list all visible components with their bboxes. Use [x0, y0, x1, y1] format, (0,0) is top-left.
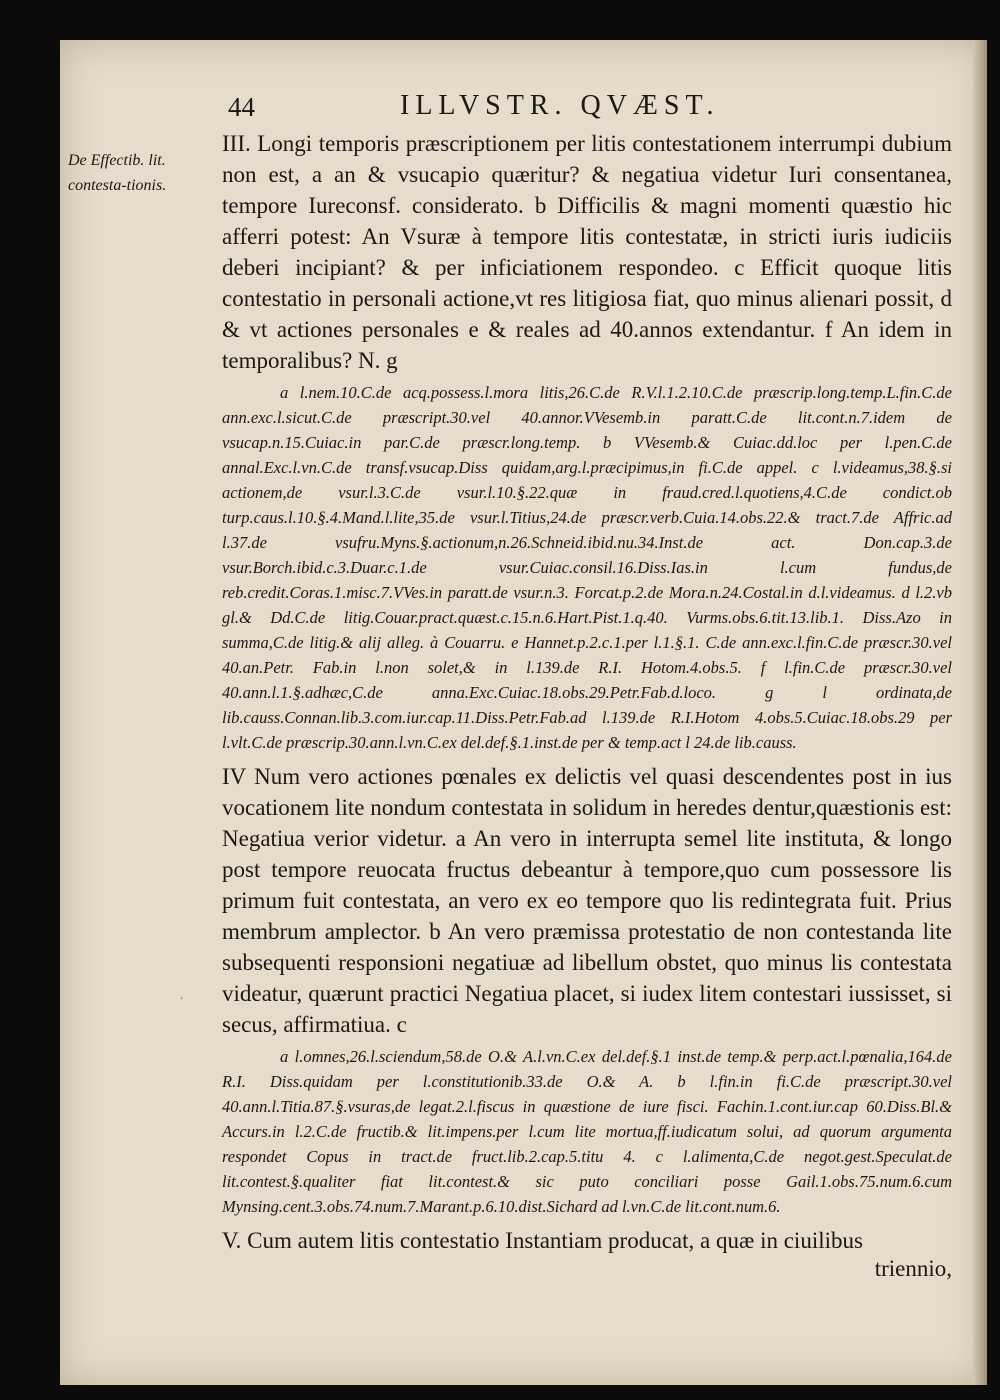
margin-mark: ᠂ [177, 993, 183, 1008]
margin-note: De Effectib. lit. contesta-tionis. [68, 152, 167, 194]
page-body [222, 128, 952, 1282]
catchword: triennio, [874, 1256, 952, 1281]
section-3-text: III. Longi temporis præscriptionem per litis contestationem interrumpi dubium non est, a an & vsucapio quæritur? & negatiua videtur Iuri consentanea, tempore Iureconsf. considerato. b Difficilis & magni momenti quæstio hic afferri potest: An Vsuræ à tempore litis contestatæ, in stricti iuris iudiciis deberi incipiant? & per inficiationem respondeo. c Efficit quoque litis contestatio in personali actione,vt res litigiosa fiat, quo minus alienari possit, d & vt actiones personales e & reales ad 40.annos extendantur. f An idem in temporalibus? N. g [222, 131, 952, 373]
page-number: 44 [228, 92, 255, 122]
section-5-text: V. Cum autem litis contestatio Instantiam producat, a quæ in ciuilibus [222, 1228, 863, 1253]
running-head: ILLVSTR. QVÆST. [400, 90, 720, 121]
section-4-footnotes: a l.omnes,26.l.sciendum,58.de O.& A.l.vn.C.ex del.def.§.1 inst.de temp.& perp.act.l.pœnalia,164.de R.I. Diss.quidam per l.constitutionib.33.de O.& A. b l.fin.in fi.C.de præscript.30.vel 40.ann.l.Titia.87.§.vsuras,de legat.2.l.fiscus in quæstione de iure fisci. Fachin.1.cont.iur.cap 60.Diss.Bl.& Accurs.in l.2.C.de fructib.& lit.impens.per l.cum lite mortua,ff.iudicatum solui, ad quorum argumenta respondet Copus in tract.de fruct.lib.2.cap.5.titu 4. c l.alimenta,C.de negot.gest.Speculat.de lit.contest.§.qualiter fiat lit.contest.& sic puto conciliari posse Gail.1.obs.75.num.6.cum Mynsing.cent.3.obs.74.num.7.Marant.p.6.10.dist.Sichard ad l.vn.C.de lit.cont.num.6. [222, 1047, 952, 1216]
page-edge [973, 40, 987, 1385]
section-4-text: IV Num vero actiones pœnales ex delictis vel quasi descendentes post in ius vocationem lite nondum contestata in solidum in heredes dentur,quæstionis est: Negatiua verior videtur. a An vero in interrupta semel lite instituta, & longo post tempore reuocata fructus debeantur à tempore,quo cum possessore lis primum fuit contestata, an vero ex eo tempore quo lis redintegrata fuit. Prius membrum amplector. b An vero præmissa protestatio de non contestanda lite subsequenti responsioni negatiuæ ad libellum obstet, quo minus lis contestata videatur, quærunt practici Negatiua placet, si iudex litem contestari iussisset, si secus, affirmatiua. c [222, 764, 952, 1037]
section-3-footnotes: a l.nem.10.C.de acq.possess.l.mora litis,26.C.de R.V.l.1.2.10.C.de præscrip.long.temp.L.fin.C.de ann.exc.l.sicut.C.de præscript.30.vel 40.annor.VVesemb.in paratt.C.de lit.cont.n.7.idem de vsucap.n.15.Cuiac.in par.C.de præscr.long.temp. b VVesemb.& Cuiac.dd.loc per l.pen.C.de annal.Exc.l.vn.C.de transf.vsucap.Diss quidam,arg.l.præcipimus,in fi.C.de appel. c l.videamus,38.§.si actionem,de vsur.l.3.C.de vsur.l.10.§.22.quæ in fraud.cred.l.quotiens,4.C.de condict.ob turp.caus.l.10.§.4.Mand.l.lite,35.de vsur.l.Titius,24.de præscr.verb.Cuia.14.obs.22.& tract.7.de Affric.ad l.37.de vsufru.Myns.§.actionum,n.26.Schneid.ibid.nu.34.Inst.de act. Don.cap.3.de vsur.Borch.ibid.c.3.Duar.c.1.de vsur.Cuiac.consil.16.Diss.Ias.in l.cum fundus,de reb.credit.Coras.1.misc.7.VVes.in paratt.de vsur.n.3. Forcat.p.2.de Mora.n.24.Costal.in d.l.videamus. d l.2.vb gl.& Dd.C.de litig.Couar.pract.quæst.c.15.n.6.Hart.Pist.1.q.40. Vurms.obs.6.tit.13.lib.1. Diss.Azo in summa,C.de litig.& alij alleg. à Couarru. e Hannet.p.2.c.1.per l.1.§.1. C.de ann.exc.l.fin.C.de præscr.30.vel 40.an.Petr. Fab.in l.non solet,& in l.139.de R.I. Hotom.4.obs.5. f l.fin.C.de præscr.30.vel 40.ann.l.1.§.adhæc,C.de anna.Exc.Cuiac.18.obs.29.Petr.Fab.d.loco. g l ordinata,de lib.causs.Connan.lib.3.com.iur.cap.11.Diss.Petr.Fab.ad l.139.de R.I.Hotom 4.obs.5.Cuiac.18.obs.29 per l.vlt.C.de præscrip.30.ann.l.vn.C.ex del.def.§.1.inst.de per & temp.act l 24.de lib.causs. [222, 383, 952, 752]
book-page [60, 40, 985, 1385]
